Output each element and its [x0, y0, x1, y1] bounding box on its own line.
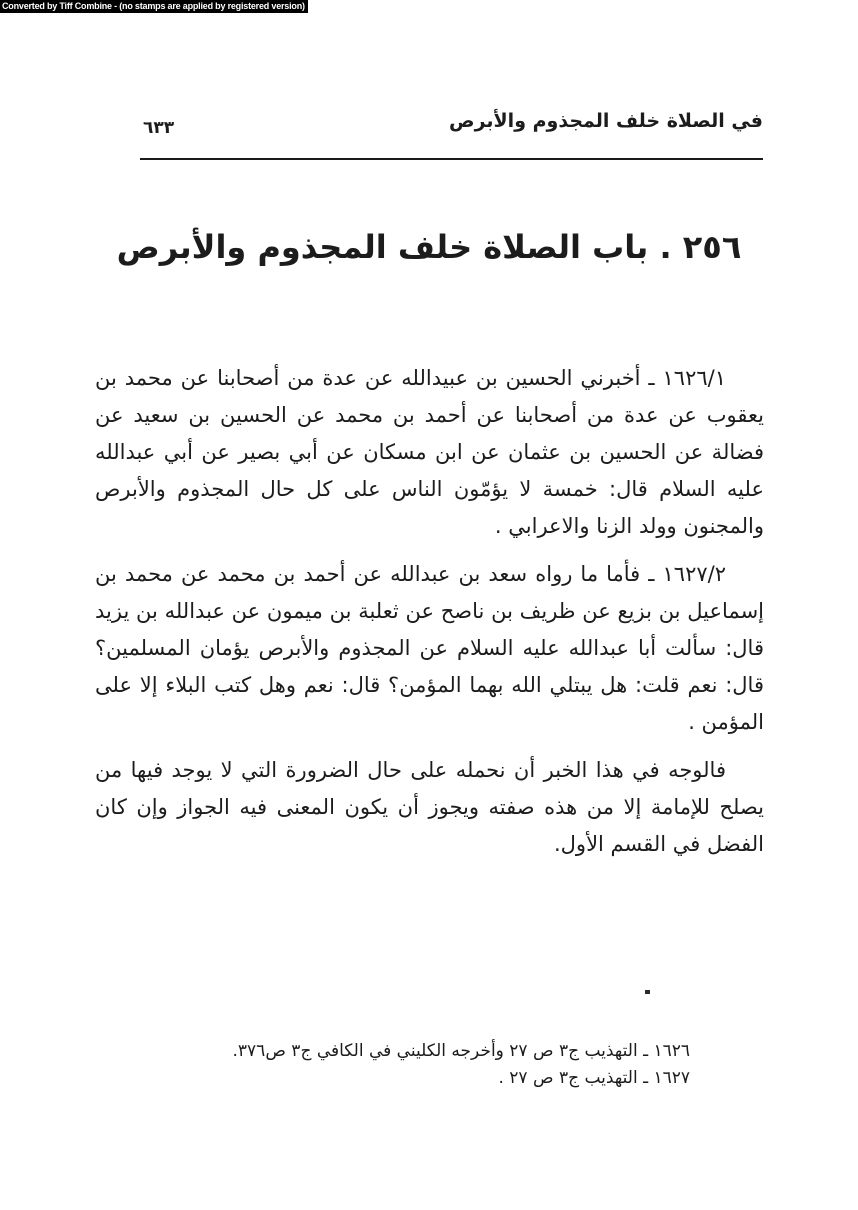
footnotes-block: [233, 1038, 690, 1092]
footnote-1: ١٦٢٦ ـ التهذيب ج٣ ص ٢٧ وأخرجه الكليني في الكافي ج٣ ص٣٧٦.: [232, 1041, 690, 1061]
chapter-title: ٢٥٦ . باب الصلاة خلف المجذوم والأبرص: [116, 228, 742, 266]
hadith-paragraph-1: ١٦٢٦/١ ـ أخبرني الحسين بن عبيدالله عن عدة من أصحابنا عن محمد بن يعقوب عن عدة من أصحابنا عن أحمد بن محمد عن الحسين بن سعيد عن فضالة عن الحسين بن عثمان عن ابن مسكان عن أبي بصير عن أبي عبدالله عليه السلام قال: خمسة لا يؤمّون الناس على كل حال المجذوم والأبرص والمجنون وولد الزنا والاعرابي .: [95, 366, 764, 538]
hadith-paragraph-2: ١٦٢٧/٢ ـ فأما ما رواه سعد بن عبدالله عن أحمد بن محمد عن محمد بن إسماعيل بن بزيع عن ظريف بن ناصح عن ثعلبة بن ميمون عن عبدالله بن يزيد قال: سألت أبا عبدالله عليه السلام عن المجذوم والأبرص يؤمان المسلمين؟ قال: نعم قلت: هل يبتلي الله بهما المؤمن؟ قال: نعم وهل كتب البلاء إلا على المؤمن .: [95, 562, 764, 734]
running-head-title: في الصلاة خلف المجذوم والأبرص: [449, 110, 763, 132]
commentary-paragraph: فالوجه في هذا الخبر أن نحمله على حال الضرورة التي لا يوجد فيها من يصلح للإمامة إلا من هذه صفته ويجوز أن يكون المعنى فيه الجواز وإن كان الفضل في القسم الأول.: [95, 758, 764, 856]
scan-artifact-speck: [645, 990, 650, 994]
header-rule: [140, 158, 763, 160]
body-text: [95, 360, 764, 874]
page-number: ٦٣٣: [143, 118, 175, 138]
footnote-2: ١٦٢٧ ـ التهذيب ج٣ ص ٢٧ .: [498, 1068, 690, 1088]
tiff-combine-watermark: Converted by Tiff Combine - (no stamps are applied by registered version): [0, 0, 308, 13]
